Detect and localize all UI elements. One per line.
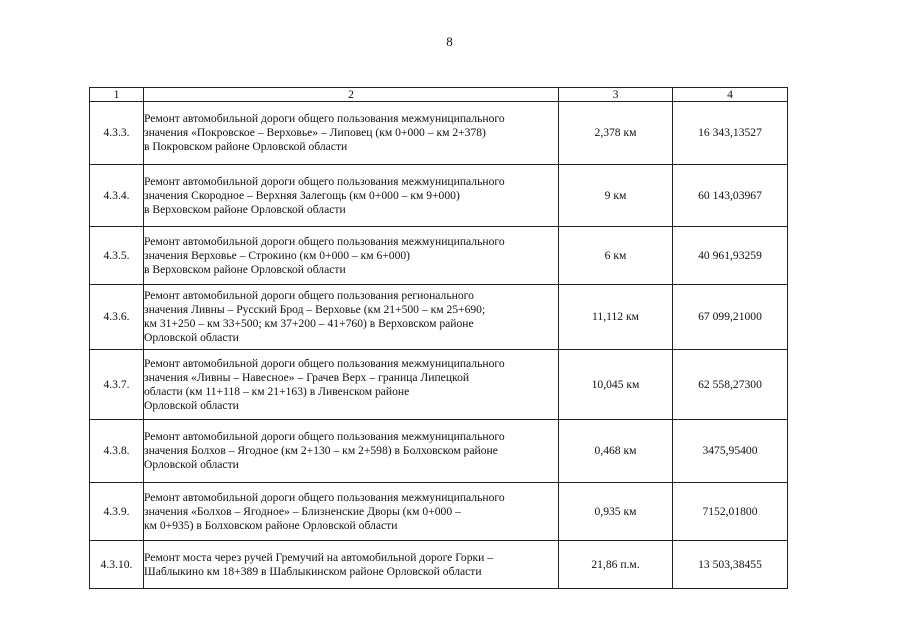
description-line: Орловской области bbox=[144, 458, 239, 471]
work-cost: 60 143,03967 bbox=[673, 165, 788, 227]
description-line: Ремонт автомобильной дороги общего пользования межмуниципального bbox=[144, 490, 505, 504]
description-line: в Покровском районе Орловской области bbox=[144, 140, 348, 153]
work-description bbox=[144, 165, 559, 227]
work-length: 21,86 п.м. bbox=[559, 541, 673, 589]
work-cost: 3475,95400 bbox=[673, 420, 788, 483]
table-row bbox=[90, 350, 788, 420]
work-cost: 13 503,38455 bbox=[673, 541, 788, 589]
description-line: Орловской области bbox=[144, 331, 239, 344]
work-length: 11,112 км bbox=[559, 285, 673, 350]
row-number: 4.3.8. bbox=[90, 420, 144, 483]
work-length: 0,468 км bbox=[559, 420, 673, 483]
description-line: области (км 11+118 – км 21+163) в Ливенском районе bbox=[144, 384, 410, 398]
description-line: Ремонт автомобильной дороги общего пользования межмуниципального bbox=[144, 112, 505, 125]
row-number: 4.3.5. bbox=[90, 227, 144, 285]
description-line: км 0+935) в Болховском районе Орловской области bbox=[144, 518, 398, 532]
table-row bbox=[90, 420, 788, 483]
work-cost: 62 558,27300 bbox=[673, 350, 788, 420]
description-line: Ремонт моста через ручей Гремучий на автомобильной дороге Горки – bbox=[144, 550, 494, 564]
table-row bbox=[90, 165, 788, 227]
row-number: 4.3.9. bbox=[90, 483, 144, 541]
row-number: 4.3.7. bbox=[90, 350, 144, 420]
description-line: Ремонт автомобильной дороги общего пользования межмуниципального bbox=[144, 174, 505, 188]
description-line: Ремонт автомобильной дороги общего пользования межмуниципального bbox=[144, 430, 505, 443]
works-table bbox=[89, 87, 788, 589]
work-description bbox=[144, 227, 559, 285]
table-header-row bbox=[90, 88, 788, 102]
description-line: значения Скородное – Верхняя Залегощь (км 0+000 – км 9+000) bbox=[144, 188, 460, 202]
description-line: значения «Болхов – Ягодное» – Близненские Дворы (км 0+000 – bbox=[144, 504, 461, 518]
table-row bbox=[90, 483, 788, 541]
row-number: 4.3.10. bbox=[90, 541, 144, 589]
row-number: 4.3.6. bbox=[90, 285, 144, 350]
row-number: 4.3.4. bbox=[90, 165, 144, 227]
table-row bbox=[90, 285, 788, 350]
column-header-4: 4 bbox=[673, 88, 788, 102]
work-cost: 7152,01800 bbox=[673, 483, 788, 541]
table-row bbox=[90, 102, 788, 165]
work-length: 9 км bbox=[559, 165, 673, 227]
row-number: 4.3.3. bbox=[90, 102, 144, 165]
work-length: 6 км bbox=[559, 227, 673, 285]
description-line: Орловской области bbox=[144, 398, 239, 412]
description-line: Ремонт автомобильной дороги общего пользования межмуниципального bbox=[144, 356, 505, 370]
description-line: значения «Ливны – Навесное» – Грачев Верх – граница Липецкой bbox=[144, 370, 470, 384]
work-length: 2,378 км bbox=[559, 102, 673, 165]
description-line: значения Болхов – Ягодное (км 2+130 – км 2+598) в Болховском районе bbox=[144, 444, 498, 457]
description-line: Ремонт автомобильной дороги общего пользования межмуниципального bbox=[144, 234, 505, 248]
description-line: км 31+250 – км 33+500; км 37+200 – 41+760) в Верховском районе bbox=[144, 317, 474, 330]
work-description bbox=[144, 102, 559, 165]
work-cost: 16 343,13527 bbox=[673, 102, 788, 165]
description-line: в Верховском районе Орловской области bbox=[144, 202, 346, 216]
work-description bbox=[144, 420, 559, 483]
description-line: значения Ливны – Русский Брод – Верховье (км 21+500 – км 25+690; bbox=[144, 303, 486, 316]
description-line: значения «Покровское – Верховье» – Липовец (км 0+000 – км 2+378) bbox=[144, 126, 486, 139]
work-length: 10,045 км bbox=[559, 350, 673, 420]
work-length: 0,935 км bbox=[559, 483, 673, 541]
work-description bbox=[144, 350, 559, 420]
description-line: Ремонт автомобильной дороги общего пользования регионального bbox=[144, 289, 474, 302]
table-row bbox=[90, 541, 788, 589]
work-description bbox=[144, 541, 559, 589]
description-line: в Верховском районе Орловской области bbox=[144, 262, 346, 276]
column-header-1: 1 bbox=[90, 88, 144, 102]
page-number: 8 bbox=[446, 34, 453, 49]
work-cost: 40 961,93259 bbox=[673, 227, 788, 285]
description-line: Шаблыкино км 18+389 в Шаблыкинском районе Орловской области bbox=[144, 564, 482, 578]
table-body bbox=[90, 102, 788, 589]
work-cost: 67 099,21000 bbox=[673, 285, 788, 350]
table-row bbox=[90, 227, 788, 285]
column-header-3: 3 bbox=[559, 88, 673, 102]
description-line: значения Верховье – Строкино (км 0+000 – км 6+000) bbox=[144, 248, 411, 262]
work-description bbox=[144, 285, 559, 350]
work-description bbox=[144, 483, 559, 541]
column-header-2: 2 bbox=[144, 88, 559, 102]
